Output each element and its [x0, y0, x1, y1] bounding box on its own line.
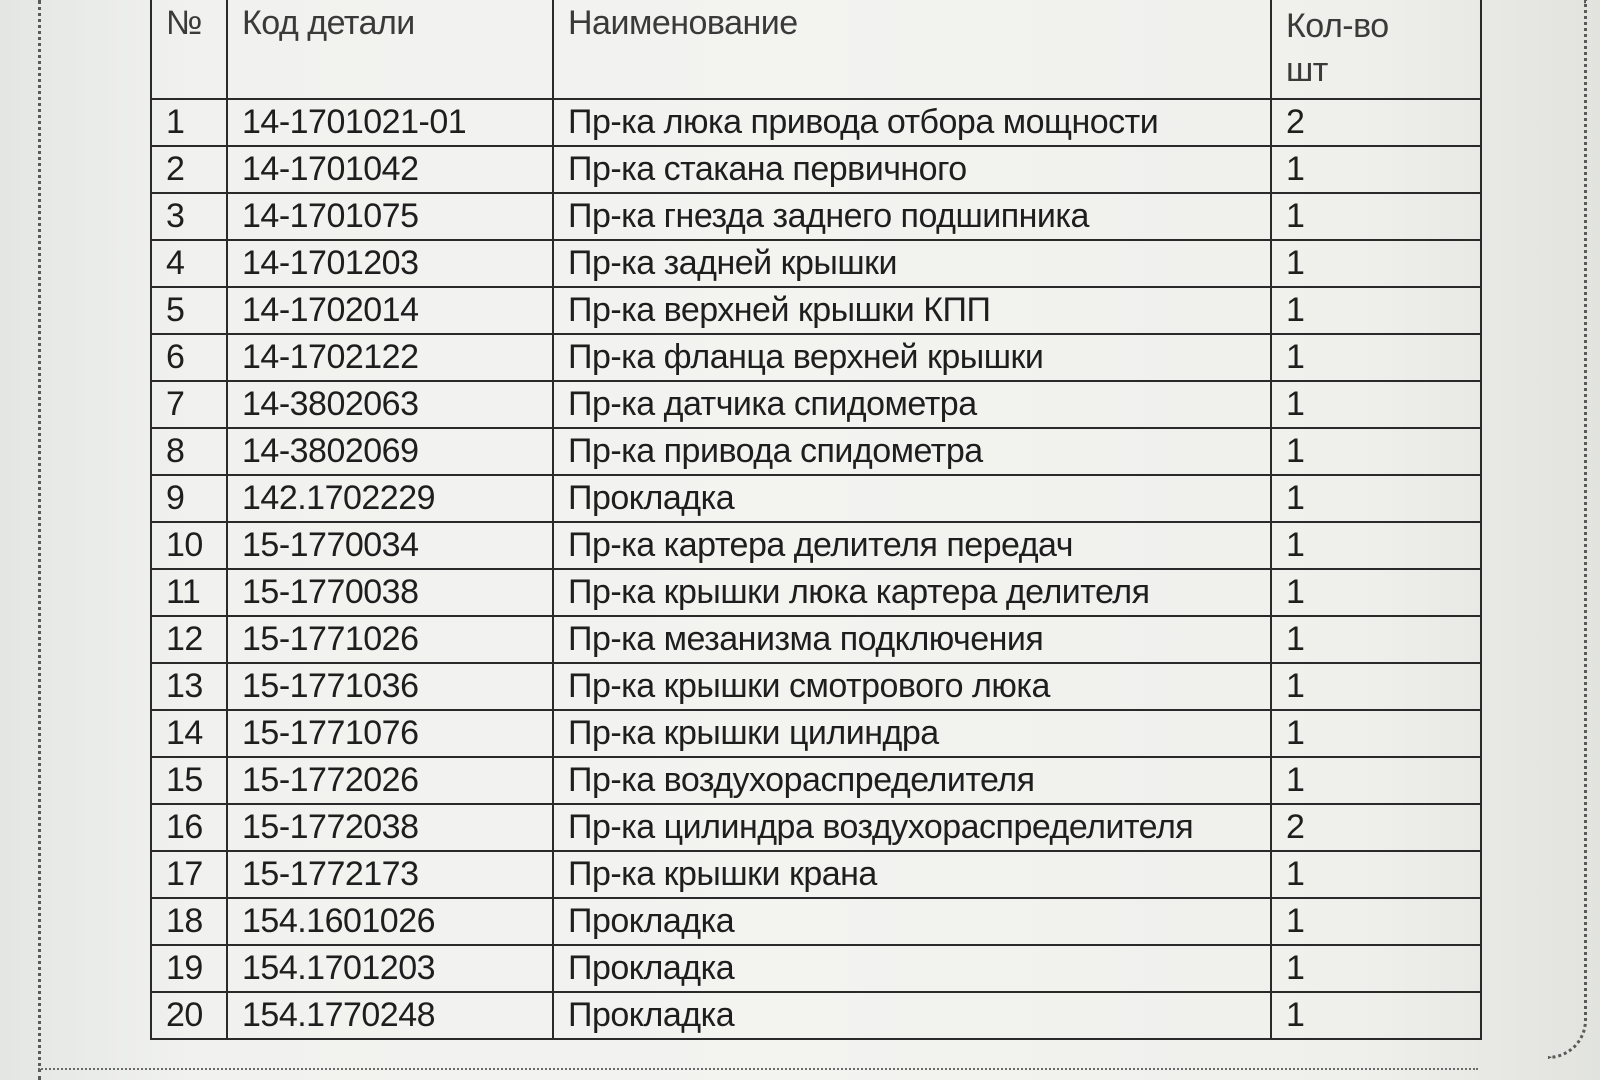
cell-qty: 1	[1271, 663, 1481, 710]
cell-code: 15-1772173	[227, 851, 553, 898]
header-qty	[1271, 0, 1481, 99]
cell-num: 11	[151, 569, 227, 616]
table-row	[151, 146, 1481, 193]
header-qty-label: Кол-во	[1286, 7, 1389, 45]
cell-code: 14-1702122	[227, 334, 553, 381]
cell-num: 17	[151, 851, 227, 898]
cell-name: Пр-ка крышки смотрового люка	[553, 663, 1271, 710]
table-row	[151, 334, 1481, 381]
cell-num: 12	[151, 616, 227, 663]
cell-name: Прокладка	[553, 475, 1271, 522]
cell-code: 154.1701203	[227, 945, 553, 992]
cell-num: 10	[151, 522, 227, 569]
table-row	[151, 428, 1481, 475]
cell-code: 15-1772026	[227, 757, 553, 804]
table-row	[151, 945, 1481, 992]
page-border-right	[1548, 0, 1587, 1059]
cell-code: 15-1772038	[227, 804, 553, 851]
cell-qty: 1	[1271, 569, 1481, 616]
page-border-bottom	[38, 1068, 1478, 1070]
cell-name: Пр-ка стакана первичного	[553, 146, 1271, 193]
cell-name: Пр-ка крышки цилиндра	[553, 710, 1271, 757]
cell-name: Пр-ка фланца верхней крышки	[553, 334, 1271, 381]
cell-name: Пр-ка привода спидометра	[553, 428, 1271, 475]
cell-num: 19	[151, 945, 227, 992]
cell-name: Пр-ка цилиндра воздухораспределителя	[553, 804, 1271, 851]
cell-name: Прокладка	[553, 945, 1271, 992]
cell-num: 15	[151, 757, 227, 804]
table-row	[151, 851, 1481, 898]
cell-qty: 1	[1271, 240, 1481, 287]
table-row	[151, 710, 1481, 757]
table-row	[151, 757, 1481, 804]
cell-num: 5	[151, 287, 227, 334]
cell-code: 15-1771076	[227, 710, 553, 757]
table-row	[151, 287, 1481, 334]
cell-code: 14-1702014	[227, 287, 553, 334]
cell-name: Пр-ка гнезда заднего подшипника	[553, 193, 1271, 240]
table-row	[151, 99, 1481, 146]
table-row	[151, 475, 1481, 522]
cell-qty: 1	[1271, 851, 1481, 898]
cell-name: Пр-ка крышки люка картера делителя	[553, 569, 1271, 616]
cell-code: 14-1701203	[227, 240, 553, 287]
cell-name: Пр-ка датчика спидометра	[553, 381, 1271, 428]
cell-name: Прокладка	[553, 898, 1271, 945]
table-row	[151, 616, 1481, 663]
cell-code: 14-3802063	[227, 381, 553, 428]
parts-table	[150, 0, 1482, 1040]
table-row	[151, 804, 1481, 851]
cell-name: Пр-ка картера делителя передач	[553, 522, 1271, 569]
cell-qty: 1	[1271, 428, 1481, 475]
cell-qty: 1	[1271, 193, 1481, 240]
cell-qty: 1	[1271, 616, 1481, 663]
cell-num: 16	[151, 804, 227, 851]
table-row	[151, 381, 1481, 428]
cell-qty: 1	[1271, 475, 1481, 522]
cell-qty: 1	[1271, 898, 1481, 945]
table-row	[151, 898, 1481, 945]
table-row	[151, 193, 1481, 240]
table-row	[151, 522, 1481, 569]
cell-num: 3	[151, 193, 227, 240]
header-row	[151, 0, 1481, 99]
cell-num: 14	[151, 710, 227, 757]
cell-code: 15-1771036	[227, 663, 553, 710]
cell-code: 15-1771026	[227, 616, 553, 663]
cell-name: Пр-ка крышки крана	[553, 851, 1271, 898]
cell-code: 14-3802069	[227, 428, 553, 475]
header-name: Наименование	[553, 0, 1271, 99]
header-num: №	[151, 0, 227, 99]
cell-code: 14-1701042	[227, 146, 553, 193]
cell-code: 15-1770038	[227, 569, 553, 616]
table-row	[151, 663, 1481, 710]
cell-num: 18	[151, 898, 227, 945]
cell-num: 7	[151, 381, 227, 428]
cell-qty: 1	[1271, 522, 1481, 569]
cell-name: Пр-ка люка привода отбора мощности	[553, 99, 1271, 146]
cell-code: 14-1701075	[227, 193, 553, 240]
header-qty-unit: шт	[1286, 51, 1328, 89]
cell-qty: 1	[1271, 334, 1481, 381]
cell-qty: 2	[1271, 804, 1481, 851]
table-row	[151, 569, 1481, 616]
table-row	[151, 992, 1481, 1039]
cell-name: Пр-ка верхней крышки КПП	[553, 287, 1271, 334]
cell-num: 9	[151, 475, 227, 522]
cell-name: Пр-ка воздухораспределителя	[553, 757, 1271, 804]
cell-qty: 1	[1271, 146, 1481, 193]
cell-qty: 1	[1271, 710, 1481, 757]
cell-qty: 1	[1271, 287, 1481, 334]
cell-num: 8	[151, 428, 227, 475]
cell-num: 13	[151, 663, 227, 710]
cell-code: 14-1701021-01	[227, 99, 553, 146]
cell-name: Пр-ка мезанизма подключения	[553, 616, 1271, 663]
cell-qty: 2	[1271, 99, 1481, 146]
cell-num: 6	[151, 334, 227, 381]
table-body	[151, 99, 1481, 1039]
cell-name: Пр-ка задней крышки	[553, 240, 1271, 287]
cell-code: 154.1770248	[227, 992, 553, 1039]
cell-code: 15-1770034	[227, 522, 553, 569]
cell-num: 20	[151, 992, 227, 1039]
cell-code: 142.1702229	[227, 475, 553, 522]
header-code: Код детали	[227, 0, 553, 99]
cell-code: 154.1601026	[227, 898, 553, 945]
cell-qty: 1	[1271, 381, 1481, 428]
page-border-left	[38, 0, 41, 1080]
table-row	[151, 240, 1481, 287]
cell-name: Прокладка	[553, 992, 1271, 1039]
cell-num: 4	[151, 240, 227, 287]
cell-num: 1	[151, 99, 227, 146]
cell-num: 2	[151, 146, 227, 193]
cell-qty: 1	[1271, 945, 1481, 992]
cell-qty: 1	[1271, 992, 1481, 1039]
cell-qty: 1	[1271, 757, 1481, 804]
